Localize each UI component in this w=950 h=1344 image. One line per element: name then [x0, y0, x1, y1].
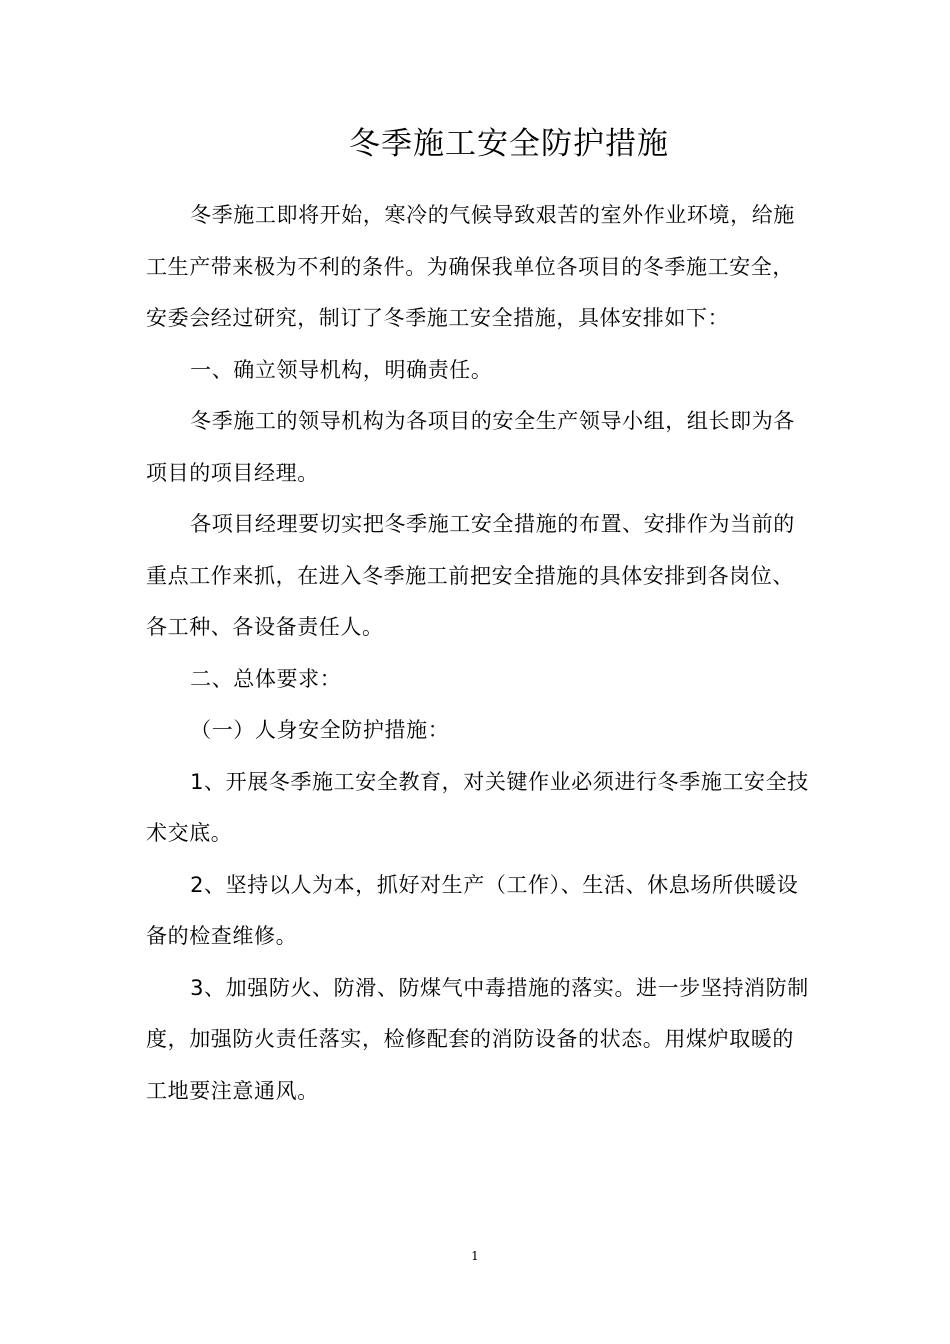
paragraph-intro: 冬季施工即将开始，寒冷的气候导致艰苦的室外作业环境，给施工生产带来极为不利的条件。为确保我单位各项目的冬季施工安全，安委会经过研究，制订了冬季施工安全措施，具体安排如下：: [146, 203, 795, 330]
paragraph-manager-duty: 各项目经理要切实把冬季施工安全措施的布置、安排作为当前的重点工作来抓，在进入冬季施工前把安全措施的具体安排到各岗位、各工种、各设备责任人。: [146, 512, 795, 639]
list-item-2: 2、坚持以人为本，抓好对生产（工作）、生活、休息场所供暖设备的检查维修。: [146, 872, 799, 948]
paragraph-leadership: 冬季施工的领导机构为各项目的安全生产领导小组，组长即为各项目的项目经理。: [146, 409, 795, 485]
list-item-1: 1、开展冬季施工安全教育，对关键作业必须进行冬季施工安全技术交底。: [146, 769, 809, 845]
document-body: [146, 190, 810, 1117]
heading-section-2: 二、总体要求：: [190, 666, 342, 691]
heading-section-1: 一、确立领导机构，明确责任。: [190, 357, 493, 382]
subheading-personal-safety: （一）人身安全防护措施：: [190, 718, 450, 742]
page-number: 1: [471, 1249, 479, 1263]
list-item-3: 3、加强防火、防滑、防煤气中毒措施的落实。进一步坚持消防制度，加强防火责任落实，检修配套的消防设备的状态。用煤炉取暖的工地要注意通风。: [146, 975, 809, 1103]
document-title: 冬季施工安全防护措施: [349, 126, 669, 162]
